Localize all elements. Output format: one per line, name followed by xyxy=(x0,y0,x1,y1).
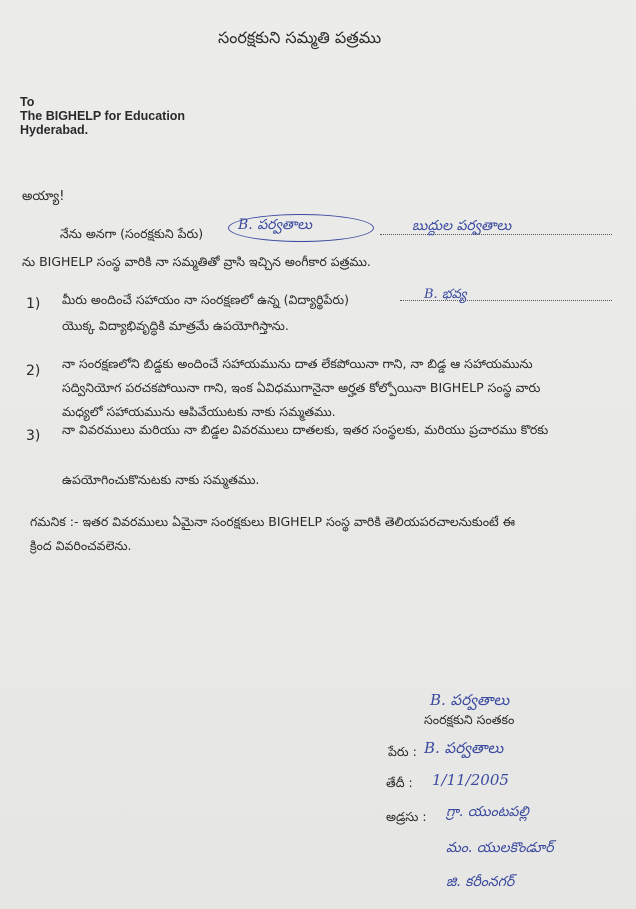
salutation: అయ్యా! xyxy=(22,189,65,204)
intro-line2: ను BIGHELP సంస్థ వారికి నా సమ్మతితో వ్రాసి ఇచ్చిన అంగీకార పత్రము. xyxy=(22,254,371,269)
letter-title: సంరక్షకుని సమ్మతి పత్రము xyxy=(218,28,382,47)
address-district: జి. కరీంనగర్ xyxy=(446,874,515,890)
address-village: గ్రా. యుంటపల్లి xyxy=(446,804,529,820)
point-2-line2: సద్వినియోగ పరచకపోయినా గాని, ఇంక ఏవిధముగానైనా అర్హత కోల్పోయినా BIGHELP సంస్థ వారు xyxy=(62,380,541,395)
guardian-name-handwritten: B. పర్వతాలు xyxy=(238,217,312,233)
point-1-number: 1) xyxy=(26,296,41,312)
note-line1: గమనిక :- ఇతర వివరములు ఏమైనా సంరక్షకులు BIGHELP సంస్థ వారికి తెలియపరచాలనుకుంటే ఈ xyxy=(30,514,516,529)
address-city: Hyderabad. xyxy=(20,123,89,137)
point-1-line1: మీరు అందించే సహాయం నా సంరక్షణలో ఉన్న (విద్యార్థిపేరు) xyxy=(62,292,349,307)
point-3-number: 3) xyxy=(26,428,41,444)
point-1-line2: యొక్క విద్యాభివృద్ధికి మాత్రమే ఉపయోగిస్తాను. xyxy=(62,318,289,333)
date-value: 1/11/2005 xyxy=(432,771,509,789)
address-label: అడ్రసు : xyxy=(386,809,427,824)
address-org: The BIGHELP for Education xyxy=(20,109,186,123)
guardian-surname-handwritten: బుద్దుల పర్వతాలు xyxy=(412,218,512,234)
point-2-line3: మధ్యలో సహాయమును ఆపివేయుటకు నాకు సమ్మతము. xyxy=(62,404,336,419)
guardian-signature: B. పర్వతాలు xyxy=(430,691,510,709)
date-label: తేదీ : xyxy=(386,775,413,790)
student-name-handwritten: B. భవ్య xyxy=(424,287,467,302)
address-to: To xyxy=(20,95,35,109)
point-2-line1: నా సంరక్షణలోని బిడ్డకు అందించే సహాయమును దాత లేకపోయినా గాని, నా బిడ్డ ఆ సహాయమును xyxy=(62,356,533,371)
point-3-line2: ఉపయోగించుకొనుటకు నాకు సమ్మతము. xyxy=(62,472,260,487)
point-3-line1: నా వివరములు మరియు నా బిడ్డల వివరములు దాతలకు, ఇతర సంస్థలకు, మరియు ప్రచారము కొరకు xyxy=(62,422,549,437)
point-2-number: 2) xyxy=(26,363,41,379)
name-value: B. పర్వతాలు xyxy=(424,739,504,757)
name-label: పేరు : xyxy=(388,744,417,759)
signature-label: సంరక్షకుని సంతకం xyxy=(424,712,515,727)
address-mandal: మం. యులకొండూర్ xyxy=(446,840,554,856)
intro-prefix: నేను అనగా (సంరక్షకుని పేరు) xyxy=(60,226,204,241)
note-line2: క్రింద వివరించవలెను. xyxy=(30,538,132,553)
